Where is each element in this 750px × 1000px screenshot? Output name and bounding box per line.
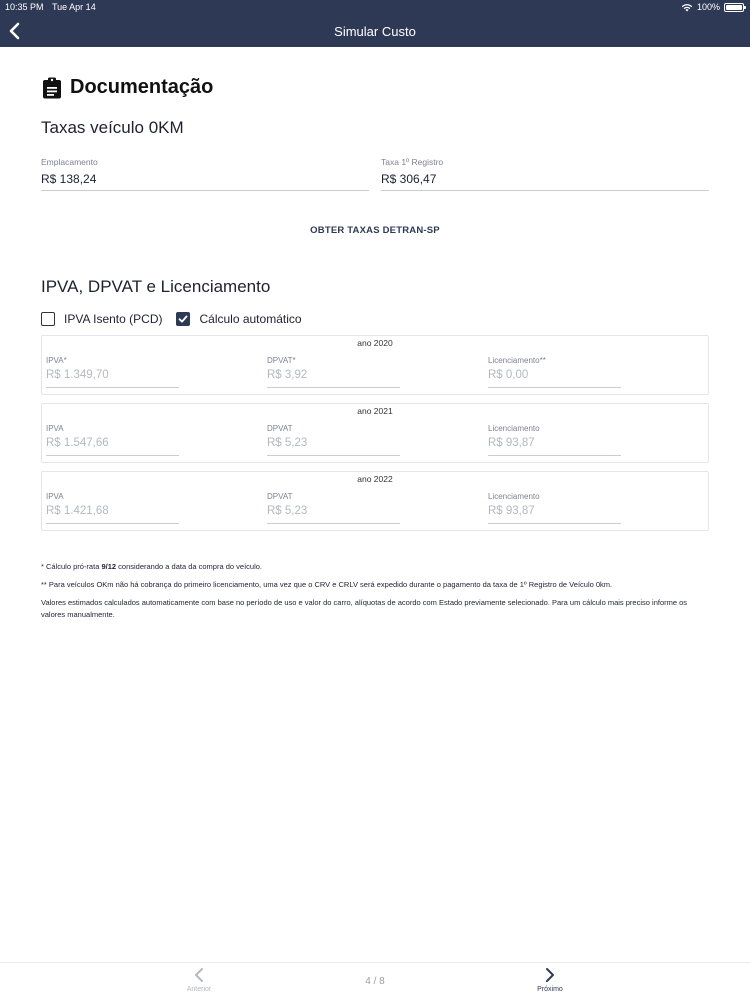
auto-calc-checkbox-label[interactable]: Cálculo automático: [199, 312, 302, 326]
taxas-section-title: Taxas veículo 0KM: [41, 118, 184, 137]
page-counter: 4 / 8: [365, 976, 385, 987]
ipva-label: IPVA: [46, 424, 64, 433]
field-underline: [381, 190, 709, 191]
wifi-icon: [681, 3, 693, 12]
field-underline: [267, 523, 400, 524]
year-card-2020: [41, 335, 709, 395]
licenciamento-label: Licenciamento: [488, 492, 540, 501]
page-title: Simular Custo: [334, 24, 416, 39]
emplacamento-label: Emplacamento: [41, 157, 98, 167]
licenciamento-label: Licenciamento: [488, 424, 540, 433]
registro-field[interactable]: [381, 157, 709, 191]
dpvat-field[interactable]: [267, 492, 400, 524]
battery-icon: [724, 3, 744, 12]
licenciamento-value: R$ 0,00: [488, 369, 529, 381]
year-label: ano 2021: [357, 406, 393, 416]
licenciamento-field[interactable]: [488, 356, 621, 388]
status-bar: [0, 0, 750, 14]
battery-percent: 100%: [696, 2, 720, 12]
footnote-prorata: [41, 561, 711, 573]
field-underline: [267, 455, 400, 456]
clipboard-icon: [42, 77, 62, 99]
navigation-bar: [0, 0, 750, 47]
checkmark-icon: [178, 314, 188, 324]
ipva-value: R$ 1.547,66: [46, 437, 109, 449]
dpvat-value: R$ 5,23: [267, 505, 308, 517]
field-underline: [488, 387, 621, 388]
ipva-field[interactable]: [46, 492, 179, 524]
ipva-value: R$ 1.349,70: [46, 369, 109, 381]
checkbox-row: [41, 312, 316, 326]
status-time: 10:35 PM: [5, 2, 44, 12]
next-label: Próximo: [537, 986, 563, 993]
licenciamento-field[interactable]: [488, 424, 621, 456]
licenciamento-field[interactable]: [488, 492, 621, 524]
obter-taxas-button[interactable]: OBTER TAXAS DETRAN-SP: [310, 225, 440, 236]
field-underline: [488, 455, 621, 456]
previous-label: Anterior: [186, 986, 212, 993]
year-card-2021: [41, 403, 709, 463]
pcd-checkbox-label[interactable]: IPVA Isento (PCD): [64, 312, 163, 326]
licenciamento-value: R$ 93,87: [488, 437, 535, 449]
dpvat-field[interactable]: [267, 356, 400, 388]
registro-label: Taxa 1º Registro: [381, 157, 444, 167]
footnotes: [41, 561, 711, 627]
dpvat-value: R$ 5,23: [267, 437, 308, 449]
footnote-prorata-suffix: considerando a data da compra do veículo.: [116, 562, 262, 571]
dpvat-field[interactable]: [267, 424, 400, 456]
ipva-label: IPVA: [46, 492, 64, 501]
footnote-prorata-fraction: 9/12: [101, 562, 117, 571]
status-right: [681, 2, 744, 12]
ipva-label: IPVA*: [46, 356, 67, 365]
year-label: ano 2020: [357, 338, 393, 348]
dpvat-label: DPVAT: [267, 492, 293, 501]
footnote-estimativa: Valores estimados calculados automaticamente com base no período de uso e valor do carro, alíquotas de acordo com Estado previamente selecionado. Para um cálculo mais preciso informe os valores manualmente.: [41, 598, 688, 619]
documentation-header: [42, 76, 213, 99]
field-underline: [41, 190, 369, 191]
footnote-licenciamento: ** Para veículos OKm não há cobrança do primeiro licenciamento, uma vez que o CRV e CRLV será expedido durante o pagamento da taxa de 1º Registro de Veículo 0km.: [41, 580, 613, 589]
ipva-section-title: IPVA, DPVAT e Licenciamento: [41, 277, 271, 296]
ipva-value: R$ 1.421,68: [46, 505, 109, 517]
licenciamento-label: Licenciamento**: [488, 356, 546, 365]
year-card-2022: [41, 471, 709, 531]
field-underline: [488, 523, 621, 524]
status-date: Tue Apr 14: [52, 2, 96, 12]
dpvat-label: DPVAT: [267, 424, 293, 433]
ipva-field[interactable]: [46, 356, 179, 388]
documentation-title: Documentação: [70, 76, 214, 98]
field-underline: [46, 523, 179, 524]
registro-value: R$ 306,47: [381, 172, 437, 186]
dpvat-value: R$ 3,92: [267, 369, 308, 381]
field-underline: [46, 387, 179, 388]
pager-bar: [0, 962, 750, 1000]
field-underline: [46, 455, 179, 456]
pcd-checkbox[interactable]: [41, 312, 55, 326]
next-button[interactable]: [520, 967, 580, 1000]
licenciamento-value: R$ 93,87: [488, 505, 535, 517]
emplacamento-field[interactable]: [41, 157, 369, 191]
auto-calc-checkbox[interactable]: [176, 312, 190, 326]
dpvat-label: DPVAT*: [267, 356, 296, 365]
emplacamento-value: R$ 138,24: [41, 172, 97, 186]
field-underline: [267, 387, 400, 388]
ipva-field[interactable]: [46, 424, 179, 456]
chevron-right-icon: [544, 967, 556, 983]
footnote-prorata-prefix: * Cálculo pró-rata: [41, 562, 102, 571]
year-label: ano 2022: [357, 474, 393, 484]
